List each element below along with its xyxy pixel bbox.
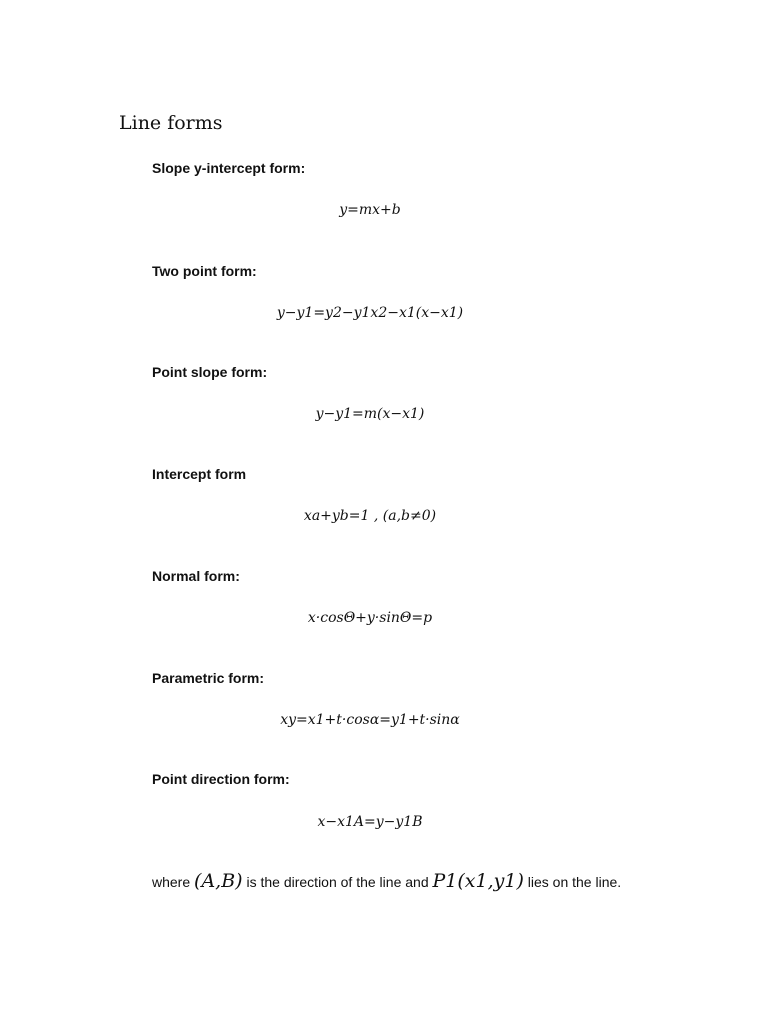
note-text-start: where xyxy=(152,874,195,890)
note-math-direction: (A,B) xyxy=(194,870,243,892)
formula-two-point: y−y1=y2−y1x2−x1(x−x1) xyxy=(276,305,464,321)
note-text-middle: is the direction of the line and xyxy=(242,874,433,890)
note-math-point: P1(x1,y1) xyxy=(432,870,524,892)
section-heading-point-direction: Point direction form: xyxy=(152,771,290,787)
note-paragraph xyxy=(152,870,621,892)
formula-point-slope: y−y1=m(x−x1) xyxy=(315,406,425,422)
formula-parametric: xy=x1+t·cosα=y1+t·sinα xyxy=(280,712,460,728)
section-heading-two-point: Two point form: xyxy=(152,263,257,279)
section-heading-parametric: Parametric form: xyxy=(152,670,265,686)
formula-slope-intercept: y=mx+b xyxy=(339,202,401,218)
formula-point-direction: x−x1A=y−y1B xyxy=(317,814,423,830)
section-heading-normal: Normal form: xyxy=(152,568,240,584)
section-heading-point-slope: Point slope form: xyxy=(152,364,268,380)
page-title: Line forms xyxy=(119,112,223,134)
note-text-end: lies on the line. xyxy=(523,874,622,890)
section-heading-slope-intercept: Slope y-intercept form: xyxy=(152,160,306,176)
formula-normal: x·cosΘ+y·sinΘ=p xyxy=(307,610,433,626)
section-heading-intercept: Intercept form xyxy=(152,466,247,482)
formula-intercept: xa+yb=1 , (a,b≠0) xyxy=(303,508,437,524)
